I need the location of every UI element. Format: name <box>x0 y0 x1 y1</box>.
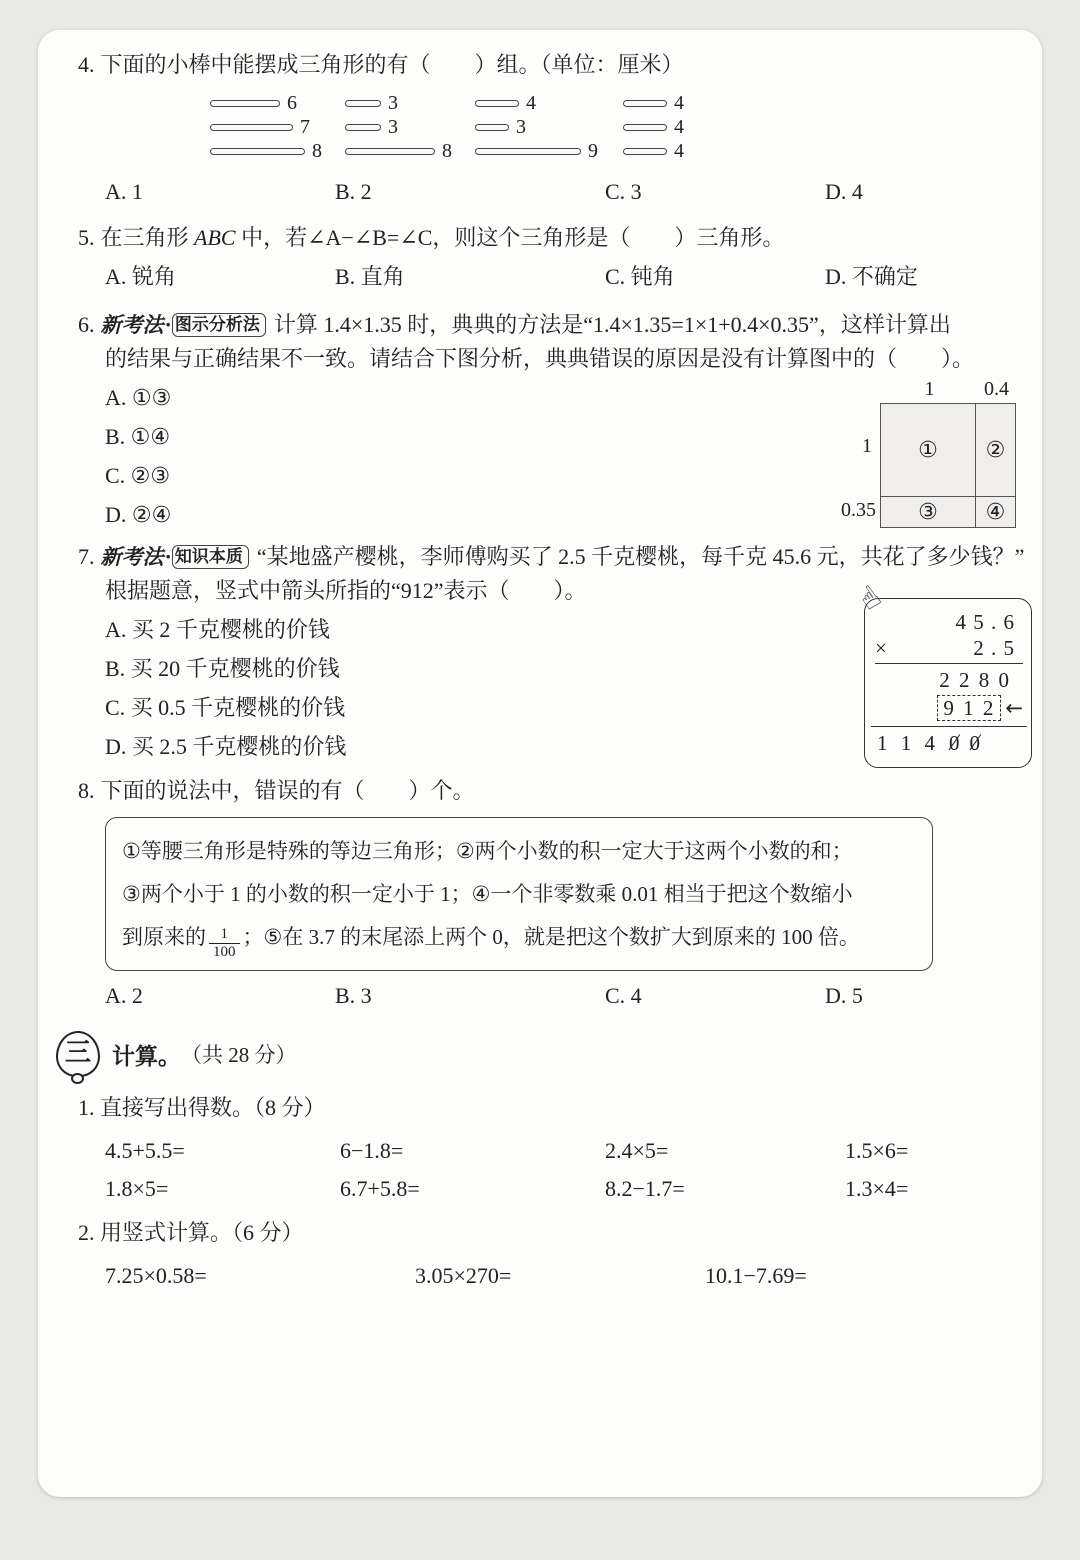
stick-row <box>475 91 598 115</box>
q5-options <box>105 262 1042 292</box>
calc1-row1 <box>105 1136 1042 1166</box>
calc-expression: 6−1.8= <box>340 1138 404 1163</box>
calc-expression: 10.1−7.69= <box>705 1263 807 1288</box>
q8-option-a: A. 2 <box>105 983 143 1008</box>
q8-stem: 下面的说法中，错误的有（ ）个。 <box>100 778 475 803</box>
calc-expression: 6.7+5.8= <box>340 1176 420 1201</box>
q7-badge-new: 新考法 <box>100 545 164 569</box>
calc-expression: 4.5+5.5= <box>105 1138 185 1163</box>
stick-shape <box>345 100 381 107</box>
q7-option-a: A. 买 2 千克樱桃的价钱 <box>105 617 330 642</box>
q4-option-a: A. 1 <box>105 179 143 204</box>
question-8 <box>38 774 1042 1011</box>
calc-expression: 1.3×4= <box>845 1176 909 1201</box>
stick-length: 6 <box>287 92 297 114</box>
q7-calc-struck-zero: 0 <box>969 731 980 755</box>
q5-option-a: A. 锐角 <box>105 264 176 289</box>
q4-option-b: B. 2 <box>335 179 372 204</box>
stick-shape <box>623 148 667 155</box>
q7-badge-dot: · <box>164 544 172 569</box>
stick-shape <box>210 148 305 155</box>
q7-calc-partial1: 2 2 8 0 <box>939 668 1011 692</box>
q7-calc-partial2-row <box>865 693 1031 723</box>
stick-length: 3 <box>516 116 526 138</box>
q7-line1 <box>78 540 1042 574</box>
stick-length: 4 <box>674 116 684 138</box>
q6-diagram-cell-1: ① <box>881 404 976 497</box>
q7-calc-multiplier-row <box>865 635 1031 661</box>
q6-stem-line1: 计算 1.4×1.35 时，典典的方法是“1.4×1.35=1×1+0.4×0.35”，这样计算出 <box>273 312 951 337</box>
question-5 <box>38 221 1042 292</box>
q6-diagram-top-label-1: 1 <box>924 378 935 400</box>
stick-shape <box>210 100 280 107</box>
stick-length: 4 <box>674 140 684 162</box>
q8-options <box>105 981 1042 1011</box>
q7-calc-result-row <box>865 730 1031 756</box>
hand-doodle-icon: ☝ <box>852 578 888 619</box>
question-7 <box>38 540 1042 762</box>
q6-diagram-grid <box>880 403 1016 528</box>
calc-expression: 8.2−1.7= <box>605 1176 685 1201</box>
calc-expression: 1.8×5= <box>105 1176 169 1201</box>
q6-badge-method: 图示分析法 <box>172 313 266 337</box>
stick-row <box>475 115 598 139</box>
calc1-title: 1. 直接写出得数。（8 分） <box>78 1095 326 1120</box>
q6-diagram-left-label-1: 1 <box>862 435 872 457</box>
stick-length: 9 <box>588 140 598 162</box>
q5-option-d: D. 不确定 <box>825 264 918 289</box>
q7-badge-method: 知识本质 <box>172 545 249 569</box>
q7-calc-result: 1 1 4 <box>877 731 939 755</box>
calc-expression: 1.5×6= <box>845 1138 909 1163</box>
stick-group-4 <box>623 91 684 163</box>
section-three-header <box>56 1031 1042 1077</box>
q7-calc-struck-zero: 0 <box>949 731 960 755</box>
stick-length: 8 <box>442 140 452 162</box>
stick-group-2 <box>345 91 452 163</box>
section-three-score: （共 28 分） <box>181 1043 297 1067</box>
calc-expression: 3.05×270= <box>415 1263 512 1288</box>
q7-number: 7. <box>78 544 95 569</box>
q5-stem-post: 中，若∠A−∠B=∠C，则这个三角形是（ ）三角形。 <box>235 225 785 250</box>
q6-diagram-cell-2: ② <box>976 404 1015 497</box>
question-4 <box>38 48 1042 207</box>
q7-calc-multiplicand: 4 5 . 6 <box>955 610 1015 634</box>
q7-stem-line2: 根据题意，竖式中箭头所指的“912”表示（ ）。 <box>105 578 587 603</box>
calc-expression: 7.25×0.58= <box>105 1263 207 1288</box>
stick-length: 4 <box>526 92 536 114</box>
q7-option-d: D. 买 2.5 千克樱桃的价钱 <box>105 734 347 759</box>
stick-shape <box>623 124 667 131</box>
times-sign: × <box>875 636 888 660</box>
q6-diagram-left-labels <box>840 403 880 528</box>
q5-option-b: B. 直角 <box>335 264 405 289</box>
section-three-title: 计算。 <box>112 1043 181 1069</box>
calc-expression: 2.4×5= <box>605 1138 669 1163</box>
stick-shape <box>623 100 667 107</box>
section-three-icon-char: 三 <box>64 1038 91 1067</box>
stick-length: 3 <box>388 116 398 138</box>
stick-row <box>623 91 684 115</box>
q8-option-b: B. 3 <box>335 983 372 1008</box>
q8-option-d: D. 5 <box>825 983 863 1008</box>
question-6 <box>38 308 1042 530</box>
q6-option-a: A. ①③ <box>105 385 172 410</box>
q4-number: 4. <box>78 52 95 77</box>
q8-statement-line3 <box>122 916 914 960</box>
stick-row <box>475 139 598 163</box>
calc-rule-line <box>871 726 1027 727</box>
stick-shape <box>475 100 519 107</box>
q5-number: 5. <box>78 225 95 250</box>
q6-line2 <box>105 342 1042 375</box>
calc2-title: 2. 用竖式计算。（6 分） <box>78 1220 304 1245</box>
q8-line3-post: ；⑤在 3.7 的末尾添上两个 0，就是把这个数扩大到原来的 100 倍。 <box>242 925 860 949</box>
q4-sticks-diagram <box>38 91 1042 171</box>
q6-option-c: C. ②③ <box>105 463 171 488</box>
q8-statements-box <box>105 817 933 971</box>
fraction-1-100 <box>209 927 240 960</box>
stick-row <box>210 115 322 139</box>
q8-number: 8. <box>78 778 95 803</box>
q8-text <box>78 774 1042 807</box>
q6-area-diagram <box>840 378 1016 528</box>
q4-text <box>78 48 1042 81</box>
q8-line3-pre: 到原来的 <box>122 925 206 949</box>
q4-stem: 下面的小棒中能摆成三角形的有（ ）组。（单位：厘米） <box>100 52 684 77</box>
q6-stem-line2: 的结果与正确结果不一致。请结合下图分析，典典错误的原因是没有计算图中的（ ）。 <box>105 346 975 371</box>
stick-length: 7 <box>300 116 310 138</box>
q6-option-d: D. ②④ <box>105 502 172 527</box>
q6-badge-dot: · <box>164 312 172 337</box>
stick-shape <box>345 124 381 131</box>
stick-shape <box>475 124 509 131</box>
q4-option-c: C. 3 <box>605 179 642 204</box>
q4-options <box>105 177 1042 207</box>
calc-part-1 <box>38 1091 1042 1204</box>
calc1-row2 <box>105 1174 1042 1204</box>
fraction-numerator: 1 <box>220 926 228 942</box>
stick-group-1 <box>210 91 322 163</box>
fraction-denominator: 100 <box>209 943 240 960</box>
q6-diagram-top-labels <box>882 378 1016 401</box>
q6-line1 <box>78 308 1042 342</box>
q5-triangle-name: ABC <box>194 225 236 250</box>
q7-stem-line1: “某地盛产樱桃，李师傅购买了 2.5 千克樱桃，每千克 45.6 元，共花了多少钱？” <box>256 544 1025 569</box>
q7-calc-partial2-boxed: 9 1 2 <box>937 695 1001 721</box>
q7-option-c: C. 买 0.5 千克樱桃的价钱 <box>105 695 346 720</box>
q7-option-b: B. 买 20 千克樱桃的价钱 <box>105 656 340 681</box>
q6-number: 6. <box>78 312 95 337</box>
stick-length: 8 <box>312 140 322 162</box>
q8-statement-line2: ③两个小于 1 的小数的积一定小于 1；④一个非零数乘 0.01 相当于把这个数缩小 <box>122 882 853 906</box>
calc-part-2 <box>38 1216 1042 1291</box>
stick-row <box>623 115 684 139</box>
stick-length: 4 <box>674 92 684 114</box>
stick-shape <box>345 148 435 155</box>
calc-rule-line <box>875 663 1023 664</box>
q6-diagram-body <box>840 403 1016 528</box>
stick-row <box>210 139 322 163</box>
q6-option-b: B. ①④ <box>105 424 171 449</box>
stick-row <box>210 91 322 115</box>
calc2-row <box>105 1261 1042 1291</box>
q6-diagram-cell-4: ④ <box>985 499 1006 524</box>
stick-row <box>345 115 452 139</box>
stick-shape <box>475 148 581 155</box>
q6-badge-new: 新考法 <box>100 313 164 337</box>
q7-vertical-calculation <box>852 578 1032 768</box>
stick-row <box>623 139 684 163</box>
stick-group-3 <box>475 91 598 163</box>
q7-calc-multiplier: 2 . 5 <box>973 636 1015 660</box>
q5-option-c: C. 钝角 <box>605 264 675 289</box>
stick-shape <box>210 124 293 131</box>
section-three-icon <box>56 1031 100 1077</box>
left-arrow-icon: ← <box>1005 696 1023 720</box>
q8-statement-line1: ①等腰三角形是特殊的等边三角形；②两个小数的积一定大于这两个小数的和； <box>122 839 853 863</box>
stick-row <box>345 91 452 115</box>
stick-length: 3 <box>388 92 398 114</box>
q6-diagram-top-label-04: 0.4 <box>984 378 1009 400</box>
worksheet-card <box>38 30 1042 1497</box>
q5-stem-pre: 在三角形 <box>100 225 195 250</box>
q5-text <box>78 221 1042 254</box>
q8-option-c: C. 4 <box>605 983 642 1008</box>
q6-diagram-left-label-035: 0.35 <box>841 499 876 521</box>
q6-diagram-cell-3: ③ <box>881 497 976 527</box>
q4-option-d: D. 4 <box>825 179 863 204</box>
stick-row <box>345 139 452 163</box>
